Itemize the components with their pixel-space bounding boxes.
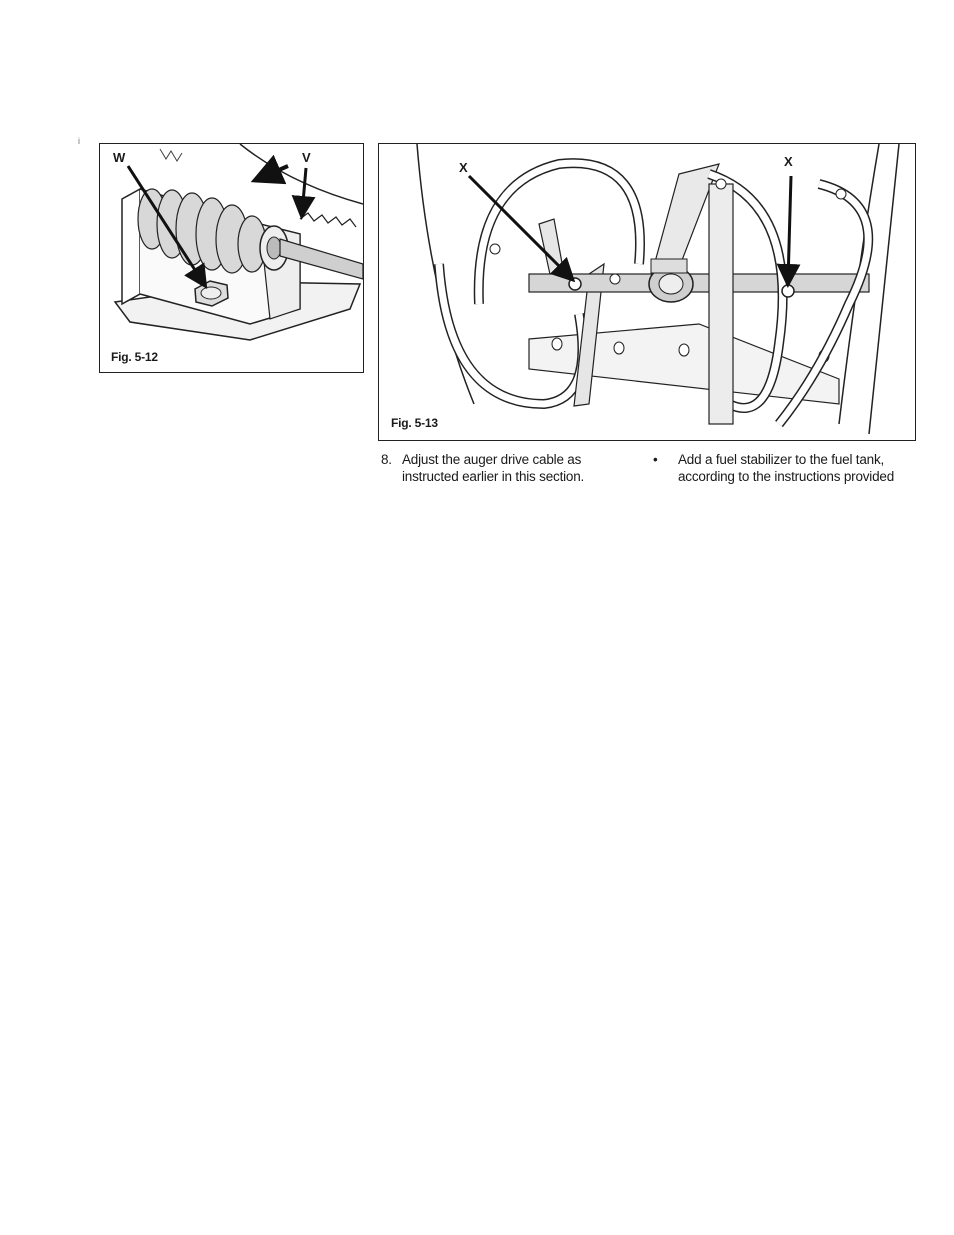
callout-v: V: [302, 150, 311, 165]
callout-x-left: X: [459, 160, 468, 175]
bullet-text: Add a fuel stabilizer to the fuel tank, according to the instructions provided: [678, 452, 895, 484]
step-number: 8.: [381, 452, 392, 467]
figure-caption: Fig. 5-12: [111, 350, 158, 364]
step-8: [381, 451, 631, 485]
figure-5-12: [99, 143, 364, 373]
callout-x-right: X: [784, 154, 793, 169]
gearbox-illustration: [100, 144, 363, 372]
figure-5-13: [378, 143, 916, 441]
bullet-marker: •: [653, 452, 658, 467]
callout-w: W: [113, 150, 126, 165]
stray-mark: i: [78, 136, 80, 146]
figure-caption: Fig. 5-13: [391, 416, 438, 430]
bullet-fuel-stabilizer: [653, 451, 923, 485]
step-text: Adjust the auger drive cable as instructed earlier in this section.: [402, 452, 585, 484]
auger-illustration: [379, 144, 915, 440]
